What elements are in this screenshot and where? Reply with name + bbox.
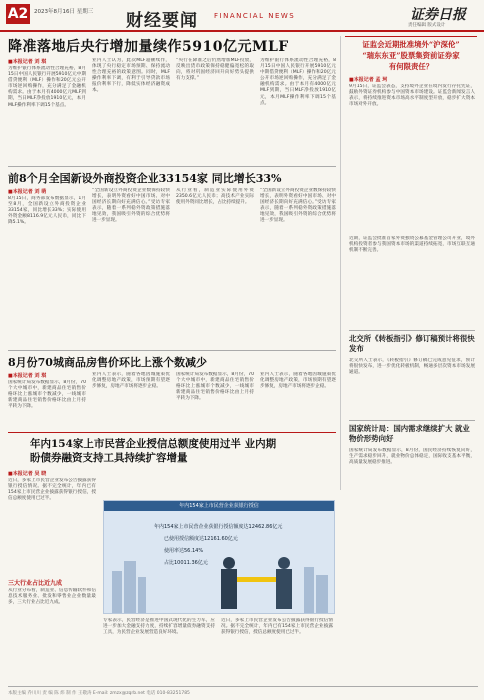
page-number-badge: A2 bbox=[7, 6, 29, 22]
article-divider bbox=[8, 166, 336, 167]
second-body-col4: “全国新设立外商投资企业数保持较快增长，表明外资看好中国市场、对中国经济长期向好充满信心。”受访专家表示，随着一系列稳外资政策措施落地见效，我国吸引外资的综合优势将进一步显现。 bbox=[260, 188, 336, 224]
side-headline-4: 北交所《转板指引》修订稿预计将很快发布 bbox=[349, 334, 475, 353]
side-headline-1: 证监会近期批准境外“沪深伦” bbox=[362, 40, 460, 49]
section-title: 财经要闻 bbox=[126, 11, 198, 31]
lead-body-col2: 业内人士认为，此次MLF超额续作，体现了央行稳定市场预期、保持流动性合理充裕的政策意图。同时，MLF操作利率下调，有利于引导贷款市场报价利率下行，降低实体经济融资成本。 bbox=[92, 58, 170, 94]
second-body-col1: 8月15日，商务部发布数据显示，1月至8月，全国新设立外商投资企业33154家，同比增长33%；实际使用外资金额8116.9亿元人民币，同比下降5.1%。 bbox=[8, 196, 86, 226]
businessman-right-icon bbox=[276, 557, 292, 609]
third-headline: 8月份70城商品房售价环比上涨个数减少 bbox=[8, 356, 207, 369]
second-body-col2: “全国新设立外商投资企业数保持较快增长，表明外资看好中国市场、对中国经济长期向好充满信心。”受访专家表示，随着一系列稳外资政策措施落地见效，我国吸引外资的综合优势将进一步显现。 bbox=[92, 188, 170, 224]
lead-byline: ■本报记者 刘 琪 bbox=[8, 59, 47, 65]
article-divider bbox=[8, 350, 336, 351]
infographic-line-1: 年内154家上市民营企业获银行授信额度达12462.86亿元 bbox=[154, 524, 283, 530]
businessman-left-icon bbox=[221, 557, 237, 609]
fourth-body-col1: 近日，多家上市民营企业发布公告披露获得银行授信情况。据不完全统计，年内已有154家上市民营企业披露获得银行授信，授信总额度使用已过半。 bbox=[8, 478, 96, 502]
section-divider bbox=[8, 432, 336, 433]
side-headline-5: 国家统计局：国内需求继续扩大 就业物价形势向好 bbox=[349, 424, 470, 443]
footer-rule bbox=[8, 686, 478, 687]
infographic-line-4: 占比10011.36亿元 bbox=[164, 560, 208, 566]
handshake-infographic bbox=[103, 500, 335, 614]
section-title-english: FINANCIAL NEWS bbox=[214, 12, 296, 20]
side-body-1: 9月15日，证监会表态，支持境外企业在境内发行存托凭证，鼓励外资证券机构参与中国资本市场建设。证监会新闻发言人表示，将持续推进资本市场高水平制度型开放，稳步扩大资本市场对外开放。 bbox=[349, 84, 475, 108]
side-body-2: 近期，证监会批准首家外资独资公募基金管理公司开业，境外机构投资者参与我国资本市场的渠道持续拓宽，市场互联互通机制不断完善。 bbox=[349, 236, 475, 254]
fourth-body-col2: 专家表示，民营经济是推进中国式现代化的生力军，应进一步加大金融支持力度，持续扩容增量债券融资支持工具，为民营企业发展营造良好环境。 bbox=[103, 618, 215, 636]
fourth-subhead: 三大行业占比近九成 bbox=[8, 580, 63, 587]
handshake-icon bbox=[237, 577, 276, 582]
second-body-col3: 从行业看，制造业实际使用外资2350.6亿元人民币；高技术产业实际使用外资同比增长，占比持续提升。 bbox=[176, 188, 254, 206]
side-body-3: 北交所人士表示，《转板指引》修订稿已完成意见征求，预计将很快发布，进一步优化转板机制，畅通多层次资本市场发展通道。 bbox=[349, 358, 475, 376]
side-body-4: 国家统计局发布数据显示，8月份，国民经济持续恢复向好，生产需求稳步回升，就业物价总体稳定，国际收支基本平衡，高质量发展稳步推进。 bbox=[349, 448, 475, 466]
column-divider bbox=[340, 36, 341, 490]
lead-headline: 降准落地后央行增加量续作5910亿元MLF bbox=[8, 39, 289, 55]
infographic-line-2: 已使用授信额度达12161.60亿元 bbox=[164, 536, 238, 542]
second-headline: 前8个月全国新设外商投资企业33154家 同比增长33% bbox=[8, 172, 282, 185]
side-divider bbox=[349, 420, 475, 421]
side-divider bbox=[349, 330, 475, 331]
handshake-illustration bbox=[104, 511, 334, 613]
lead-body-col1: 为维护银行体系流动性合理充裕，8月15日中国人民银行开展5910亿元中期借贷便利（MLF）操作和20亿元公开市场逆回购操作，充分满足了金融机构需求。由于本月有4000亿元MLF到期，当日MLF净投放1910亿元，本月MLF操作利率下调15个基点。 bbox=[8, 66, 86, 108]
infographic-title-bar: 年内154家上市民营企业获银行授信 bbox=[104, 501, 334, 511]
side-headline-2: “瑞东东亚”股票集资前证券家 bbox=[362, 51, 460, 60]
side-byline: ■本报记者 孟 珂 bbox=[349, 77, 388, 83]
second-byline: ■本报记者 刘 萌 bbox=[8, 189, 47, 195]
fourth-body-col3: 近日，多家上市民营企业发布公告披露获得银行授信情况。据不完全统计，年内已有154家上市民营企业披露获得银行授信，授信总额度使用已过半。 bbox=[221, 618, 333, 636]
fourth-byline: ■本报记者 吴 晓 bbox=[8, 471, 47, 477]
third-byline: ■本报记者 刘 琪 bbox=[8, 373, 47, 379]
page-footer: 本版主编 乔川川 责 编 陈 炜 制 作 王敬涛 E-mail: zmzx@zqrb.net 电话 010-83251785 bbox=[8, 691, 190, 696]
fourth-headline: 年内154家上市民营企业授信总额度使用过半 业内期盼债券融资支持工具持续扩容增量 bbox=[30, 438, 277, 464]
infographic-line-3: 使用率达56.14% bbox=[164, 548, 204, 554]
side-headline-3: 有何限责任？ bbox=[388, 62, 434, 71]
third-body-col1: 国家统计局发布数据显示，8月份，70个大中城市中，新建商品住宅销售价格环比上涨城市个数减少，一线城市新建商品住宅销售价格环比由上月持平转为下降。 bbox=[8, 380, 86, 410]
masthead-subtitle: 责任编辑 版式设计 bbox=[408, 23, 446, 28]
third-body-col3: 国家统计局发布数据显示，8月份，70个大中城市中，新建商品住宅销售价格环比上涨城市个数减少，一线城市新建商品住宅销售价格环比由上月持平转为下降。 bbox=[176, 372, 254, 402]
third-body-col2: 业内人士表示，随着各地因城施策优化调整房地产政策，市场预期有望逐步修复，房地产市场将逐步企稳。 bbox=[92, 372, 170, 390]
issue-date: 2023年8月16日 星期三 bbox=[34, 9, 94, 15]
newspaper-masthead: 证券日报 bbox=[410, 7, 466, 23]
third-body-col4: 业内人士表示，随着各地因城施策优化调整房地产政策，市场预期有望逐步修复，房地产市场将逐步企稳。 bbox=[260, 372, 336, 390]
lead-body-col3: “央行在降准之后仍然增加MLF投放，反映出货币政策保持稳健偏宽松的取向，将对巩固经济回升向好势头提供有力支撑。” bbox=[176, 58, 254, 82]
fourth-body-col1b: 从行业分布看，制造业、信息传输软件和信息技术服务业、批发和零售业企业数量最多，三大行业占比近九成。 bbox=[8, 588, 96, 606]
side-top-rule bbox=[345, 36, 477, 37]
city-skyline-icon bbox=[112, 561, 328, 613]
lead-body-col4: 为维护银行体系流动性合理充裕，8月15日中国人民银行开展5910亿元中期借贷便利（MLF）操作和20亿元公开市场逆回购操作，充分满足了金融机构需求。由于本月有4000亿元MLF到期，当日MLF净投放1910亿元，本月MLF操作利率下调15个基点。 bbox=[260, 58, 336, 106]
